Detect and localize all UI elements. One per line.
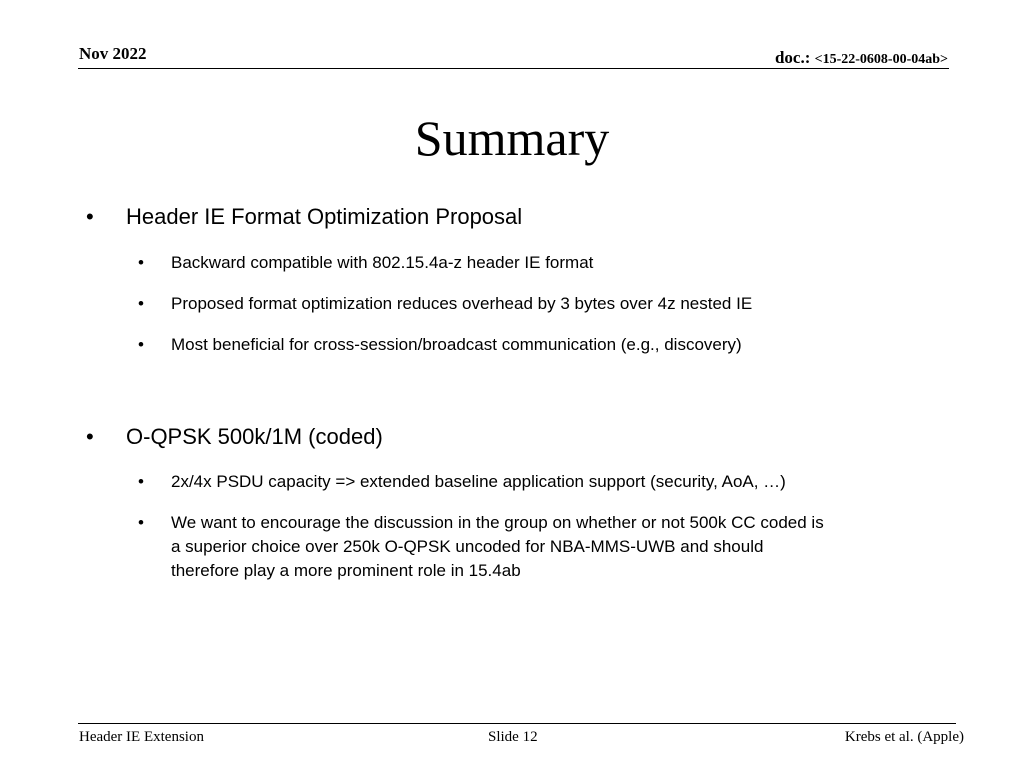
sub-bullet-text: 2x/4x PSDU capacity => extended baseline application support (security, AoA, …) (171, 472, 786, 491)
header-doc-id (775, 48, 948, 70)
footer-topic: Header IE Extension (79, 729, 204, 745)
header-date: Nov 2022 (79, 44, 147, 63)
footer-author: Krebs et al. (Apple) (844, 729, 964, 745)
sub-bullet-marker: • (138, 472, 144, 491)
slide-title: Summary (414, 110, 610, 166)
footer-slide-number: Slide 12 (488, 729, 538, 745)
sub-bullet-text-line-3: therefore play a more prominent role in 15.4ab (171, 561, 521, 580)
doc-number: <15-22-0608-00-04ab> (814, 52, 948, 67)
sub-bullet-text: Proposed format optimization reduces overhead by 3 bytes over 4z nested IE (171, 294, 753, 313)
header-divider (78, 68, 949, 69)
bullet-text: Header IE Format Optimization Proposal (126, 204, 523, 229)
sub-bullet-marker: • (138, 294, 144, 313)
bullet-marker: • (86, 204, 94, 229)
sub-bullet-marker: • (138, 335, 144, 354)
bullet-text: O-QPSK 500k/1M (coded) (126, 424, 383, 449)
sub-bullet-text: Most beneficial for cross-session/broadcast communication (e.g., discovery) (171, 335, 742, 354)
sub-bullet-marker: • (138, 253, 144, 272)
sub-bullet-text-line-1: We want to encourage the discussion in the group on whether or not 500k CC coded is (171, 513, 824, 532)
sub-bullet-marker: • (138, 513, 144, 532)
doc-label: doc.: (774, 48, 811, 67)
bullet-marker: • (86, 424, 94, 449)
sub-bullet-text: Backward compatible with 802.15.4a-z header IE format (171, 253, 594, 272)
footer-divider (78, 723, 956, 724)
sub-bullet-text-line-2: a superior choice over 250k O-QPSK uncoded for NBA-MMS-UWB and should (171, 537, 764, 556)
